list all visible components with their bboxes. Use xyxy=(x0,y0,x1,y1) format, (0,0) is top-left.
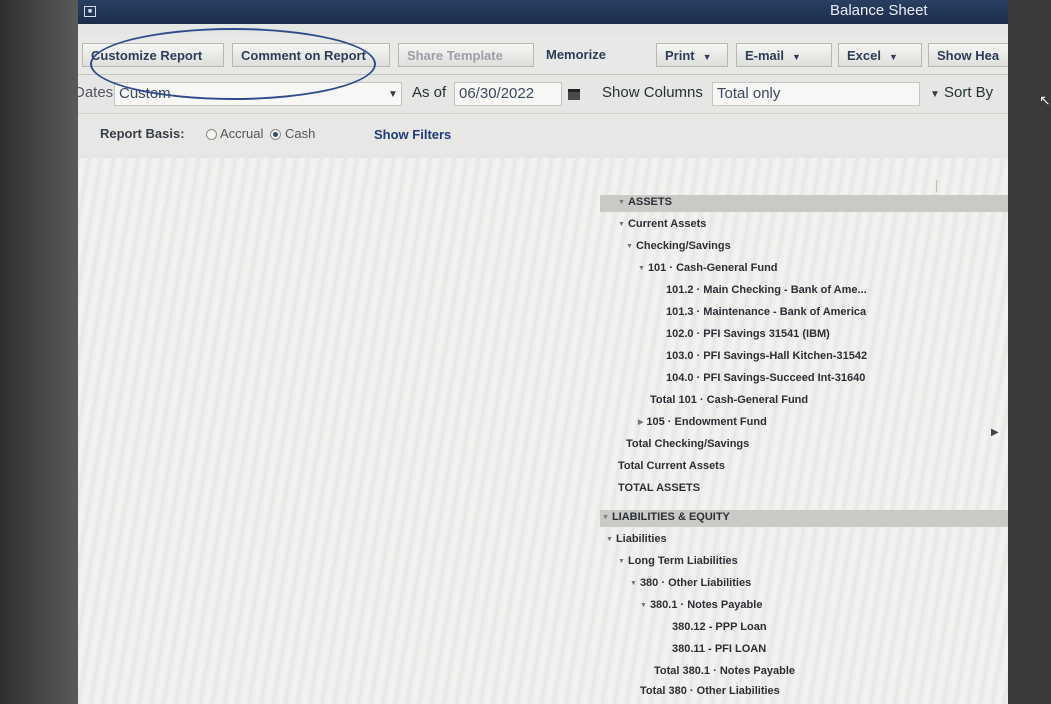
dates-value: Custom xyxy=(119,85,171,102)
expand-triangle-icon[interactable]: ▼ xyxy=(618,199,625,206)
accrual-radio[interactable] xyxy=(206,129,217,140)
cash-label: Cash xyxy=(285,126,316,141)
dates-dropdown-icon[interactable]: ▼ xyxy=(388,89,398,100)
row-label: Long Term Liabilities xyxy=(627,555,738,567)
report-row[interactable] xyxy=(672,621,767,633)
expand-triangle-icon[interactable]: ▼ xyxy=(630,580,637,587)
row-label: Total 101 · Cash-General Fund xyxy=(650,394,809,406)
email-button[interactable] xyxy=(736,43,832,67)
print-button[interactable] xyxy=(656,43,728,67)
row-label: Total 380 · Other Liabilities xyxy=(640,685,780,697)
report-row[interactable] xyxy=(638,262,778,274)
annotation-oval xyxy=(90,28,376,100)
show-columns-dropdown[interactable] xyxy=(712,82,920,106)
mouse-pointer-icon: ↖ xyxy=(1039,92,1051,108)
print-label: Print xyxy=(665,48,695,63)
expand-triangle-icon[interactable]: ▼ xyxy=(618,221,625,228)
report-row[interactable] xyxy=(618,218,706,230)
expand-triangle-icon[interactable]: ▼ xyxy=(602,514,609,521)
row-label: LIABILITIES & EQUITY xyxy=(611,511,730,523)
calendar-icon[interactable] xyxy=(568,89,580,100)
show-header-button[interactable]: Show Hea xyxy=(928,43,1008,67)
report-row[interactable] xyxy=(666,372,865,384)
report-row[interactable] xyxy=(666,350,867,362)
report-basis-bar xyxy=(78,114,1008,154)
report-row[interactable] xyxy=(650,394,808,406)
window-menu-icon[interactable]: ■ xyxy=(84,6,96,17)
report-body xyxy=(78,158,1008,704)
row-label: 102.0 · PFI Savings 31541 (IBM) xyxy=(666,328,830,340)
excel-dropdown-icon[interactable]: ▼ xyxy=(888,52,898,62)
report-row[interactable] xyxy=(654,665,795,677)
row-label: 104.0 · PFI Savings-Succeed Int-31640 xyxy=(666,372,866,384)
expand-triangle-icon[interactable]: ▼ xyxy=(640,602,647,609)
row-label: Total Current Assets xyxy=(618,460,725,472)
print-dropdown-icon[interactable]: ▼ xyxy=(702,52,712,62)
row-label: 380.11 - PFI LOAN xyxy=(672,643,767,655)
row-label: Total 380.1 · Notes Payable xyxy=(654,665,796,677)
collapsed-triangle-icon[interactable]: ▶ xyxy=(638,419,644,426)
report-row[interactable] xyxy=(666,306,866,318)
email-label: E-mail xyxy=(745,48,785,63)
row-label: 105 · Endowment Fund xyxy=(646,416,767,428)
excel-button[interactable] xyxy=(838,43,922,67)
row-label: Checking/Savings xyxy=(635,240,731,252)
report-basis-label: Report Basis: xyxy=(100,126,185,141)
expand-triangle-icon[interactable]: ▼ xyxy=(606,536,613,543)
row-label: 101.2 · Main Checking - Bank of Ame... xyxy=(666,284,867,296)
row-label: Liabilities xyxy=(615,533,667,545)
report-row[interactable] xyxy=(666,284,867,296)
report-row[interactable] xyxy=(602,511,730,523)
row-label: TOTAL ASSETS xyxy=(618,482,701,494)
sort-by-label: Sort By xyxy=(944,84,994,101)
accrual-label: Accrual xyxy=(220,126,264,141)
share-template-button[interactable]: Share Template xyxy=(398,43,534,67)
show-filters-link[interactable]: Show Filters xyxy=(374,127,452,142)
excel-label: Excel xyxy=(847,48,881,63)
show-columns-dropdown-icon[interactable]: ▼ xyxy=(930,89,940,100)
show-columns-label: Show Columns xyxy=(602,84,703,101)
show-columns-value: Total only xyxy=(717,85,781,102)
comment-on-report-button[interactable]: Comment on Report xyxy=(232,43,390,67)
row-pointer-icon: ▶ xyxy=(991,427,999,438)
report-row[interactable] xyxy=(606,533,667,545)
memorize-button[interactable]: Memorize xyxy=(546,47,606,62)
report-row[interactable] xyxy=(618,555,738,567)
report-row[interactable] xyxy=(640,599,762,611)
row-label: 380.12 - PPP Loan xyxy=(672,621,767,633)
as-of-label: As of xyxy=(412,84,447,101)
quickbooks-window xyxy=(74,0,1051,704)
row-label: 380 · Other Liabilities xyxy=(639,577,752,589)
report-row[interactable] xyxy=(618,482,700,494)
title-bar xyxy=(78,0,1008,24)
expand-triangle-icon[interactable]: ▼ xyxy=(626,243,633,250)
customize-report-button[interactable]: Customize Report xyxy=(82,43,224,67)
as-of-date-field[interactable] xyxy=(454,82,562,106)
report-row[interactable] xyxy=(618,196,672,208)
row-label: 101 · Cash-General Fund xyxy=(647,262,778,274)
report-row[interactable] xyxy=(666,328,830,340)
row-label: ASSETS xyxy=(627,196,672,208)
row-label: Current Assets xyxy=(627,218,707,230)
report-row[interactable] xyxy=(672,643,766,655)
dates-label: Dates xyxy=(74,84,114,101)
window-title: Balance Sheet xyxy=(830,2,928,19)
report-row[interactable] xyxy=(640,685,780,697)
report-row[interactable] xyxy=(630,577,751,589)
report-row[interactable] xyxy=(626,438,749,450)
report-row[interactable] xyxy=(638,416,767,428)
report-row[interactable] xyxy=(626,240,731,252)
column-separator[interactable] xyxy=(936,180,937,192)
as-of-date-value: 06/30/2022 xyxy=(459,85,535,102)
expand-triangle-icon[interactable]: ▼ xyxy=(638,265,645,272)
row-label: 101.3 · Maintenance - Bank of America xyxy=(666,306,867,318)
row-label: 380.1 · Notes Payable xyxy=(649,599,763,611)
monitor-bezel xyxy=(0,0,78,704)
report-row[interactable] xyxy=(618,460,725,472)
expand-triangle-icon[interactable]: ▼ xyxy=(618,558,625,565)
row-label: Total Checking/Savings xyxy=(626,438,750,450)
cash-radio[interactable] xyxy=(270,129,281,140)
row-label: 103.0 · PFI Savings-Hall Kitchen-31542 xyxy=(666,350,868,362)
email-dropdown-icon[interactable]: ▼ xyxy=(792,52,801,62)
